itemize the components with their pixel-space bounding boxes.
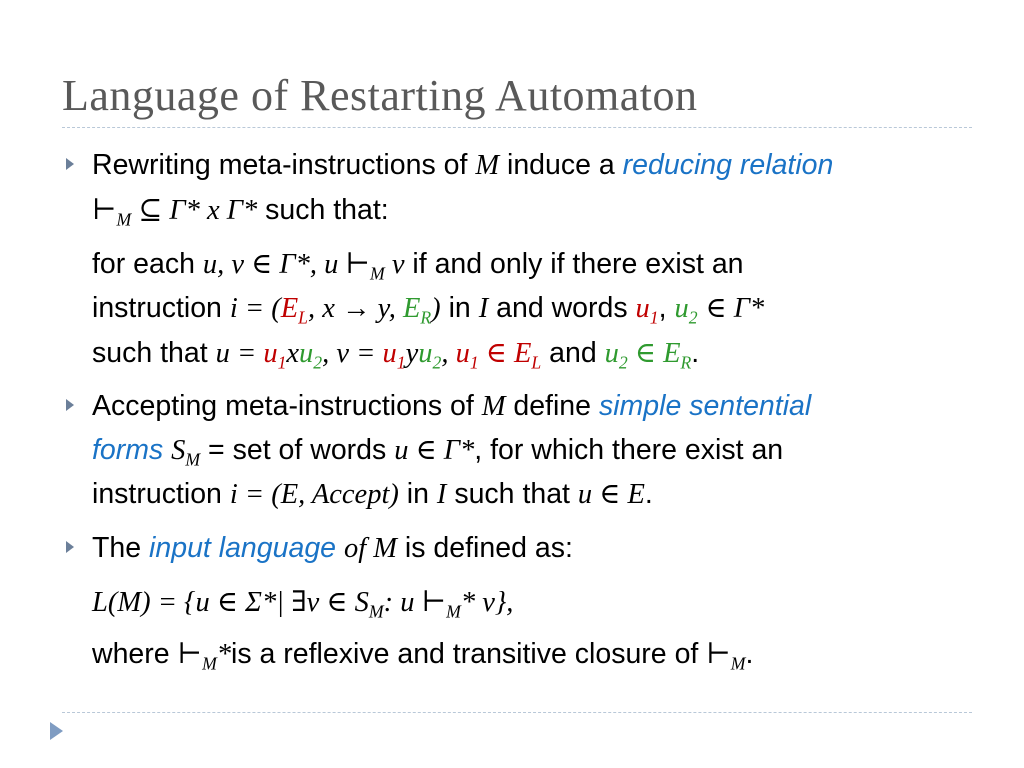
- bullet-icon: [66, 158, 74, 170]
- bullet-2-line-3: instruction i = (E, Accept) in I such that u ∈ E.: [92, 478, 653, 510]
- bullet-1-line-2: $⊢_M$ ⊆ Γ* x Γ* such that:: [92, 194, 389, 230]
- bullet-3-line-3: where $⊢_M*is$ a reflexive and transitive closure of $⊢_M$.: [92, 638, 754, 674]
- bullet-icon: [66, 541, 74, 553]
- bullet-1-line-3: for each u, v ∈ Γ*, u $⊢_M$ v if and only if there exist an: [92, 248, 744, 284]
- bullet-3-line-1: The input language of M is defined as:: [92, 532, 573, 564]
- bullet-2-line-2: forms $S_M$ = set of words u ∈ Γ*, for which there exist an: [92, 434, 784, 470]
- bullet-1-line-4: instruction $i = (E_L$, x → y, $E_R$) in I and words $u_1$, $u_2$ ∈ Γ*: [92, 292, 765, 328]
- footer-divider: [62, 712, 972, 713]
- bullet-2-line-1: Accepting meta-instructions of M define simple sentential: [92, 390, 812, 422]
- bullet-1-line-1: Rewriting meta-instructions of M induce a reducing relation: [92, 149, 834, 181]
- bullet-icon: [66, 399, 74, 411]
- bullet-3-line-2: L(M) = {u ∈ Σ*| ∃v ∈ $S_M$: u $⊢_M*$ v},: [92, 587, 514, 622]
- slide-title: Language of Restarting Automaton: [62, 71, 698, 120]
- title-divider: [62, 127, 972, 128]
- next-slide-arrow-icon[interactable]: [50, 722, 63, 740]
- bullet-1-line-5: such that $u = u_1xu_2$, $v = u_1yu_2$, $u_1$ ∈ $E_L$ and $u_2$ ∈ $E_R$.: [92, 337, 700, 373]
